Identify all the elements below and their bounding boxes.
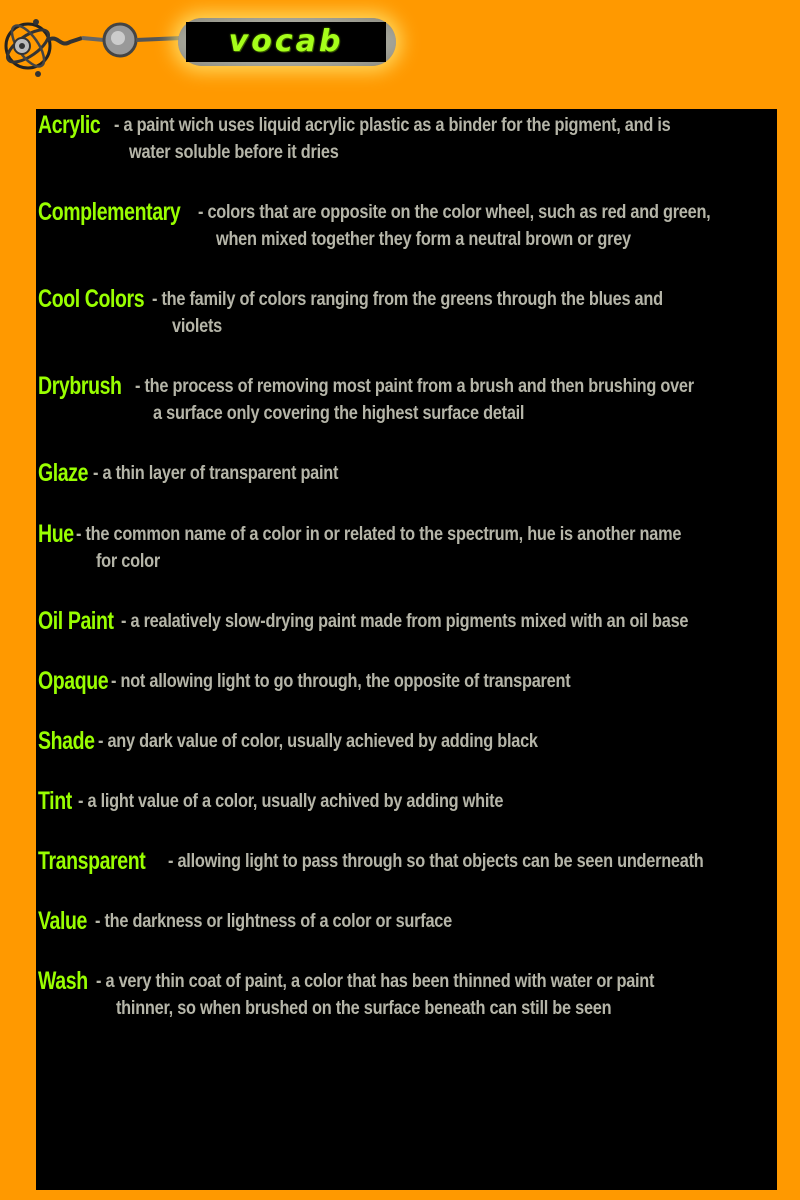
vocab-term: Wash bbox=[38, 967, 88, 995]
vocab-term: Glaze bbox=[38, 459, 89, 487]
vocab-separator: - bbox=[76, 524, 86, 545]
vocab-entry-transparent bbox=[38, 848, 773, 875]
vocab-definition: a thin layer of transparent paint bbox=[102, 463, 339, 484]
vocab-separator: - bbox=[96, 971, 106, 992]
vocab-definition: the common name of a color in or related to the spectrum, hue is another name bbox=[85, 524, 682, 545]
vocab-definition: not allowing light to go through, the opposite of transparent bbox=[120, 671, 571, 692]
vocab-definition-continued: violets bbox=[172, 316, 222, 337]
vocab-entry-hue bbox=[38, 520, 773, 572]
vocab-definition: any dark value of color, usually achieved by adding black bbox=[107, 731, 538, 752]
vocab-definition-continued: water soluble before it dries bbox=[129, 142, 339, 163]
vocab-separator: - bbox=[168, 851, 178, 872]
vocab-definition-continued: a surface only covering the highest surface detail bbox=[153, 403, 525, 424]
header bbox=[0, 0, 800, 100]
vocab-separator: - bbox=[98, 731, 108, 752]
vocab-term: Shade bbox=[38, 727, 95, 755]
vocab-entry-value bbox=[38, 908, 773, 935]
vocab-separator: - bbox=[152, 289, 162, 310]
vocab-entry-opaque bbox=[38, 668, 773, 695]
vocab-separator: - bbox=[93, 463, 103, 484]
vocab-entry-shade bbox=[38, 728, 773, 755]
vocab-separator: - bbox=[198, 202, 208, 223]
vocab-entry-cool-colors bbox=[38, 285, 773, 337]
vocab-separator: - bbox=[114, 115, 124, 136]
vocab-panel bbox=[36, 109, 777, 1190]
vocab-definition: a light value of a color, usually achived by adding white bbox=[87, 791, 504, 812]
vocab-definition: the process of removing most paint from a brush and then brushing over bbox=[144, 376, 694, 397]
vocab-definition: the darkness or lightness of a color or surface bbox=[104, 911, 452, 932]
vocab-definition: allowing light to pass through so that objects can be seen underneath bbox=[177, 851, 704, 872]
vocab-term: Value bbox=[38, 907, 88, 935]
vocab-term: Hue bbox=[38, 520, 74, 548]
vocab-term: Opaque bbox=[38, 667, 109, 695]
vocab-entry-acrylic bbox=[38, 111, 773, 163]
vocab-definition: colors that are opposite on the color wheel, such as red and green, bbox=[207, 202, 711, 223]
vocab-definition-continued: for color bbox=[96, 551, 160, 572]
vocab-entry-tint bbox=[38, 788, 773, 815]
vocab-entry-wash bbox=[38, 967, 773, 1019]
vocab-separator: - bbox=[78, 791, 88, 812]
vocab-term: Complementary bbox=[38, 198, 181, 226]
vocab-term: Transparent bbox=[38, 847, 146, 875]
vocab-term: Oil Paint bbox=[38, 607, 114, 635]
vocab-definition: a very thin coat of paint, a color that has been thinned with water or paint bbox=[105, 971, 655, 992]
gyroscope-logo-icon bbox=[3, 19, 54, 77]
vocab-definition: the family of colors ranging from the greens through the blues and bbox=[161, 289, 663, 310]
vocab-term: Acrylic bbox=[38, 111, 101, 139]
vocab-definition-continued: thinner, so when brushed on the surface beneath can still be seen bbox=[116, 998, 612, 1019]
vocab-entry-complementary bbox=[38, 198, 773, 250]
vocab-term: Drybrush bbox=[38, 372, 122, 400]
vocab-separator: - bbox=[135, 376, 145, 397]
vocab-separator: - bbox=[111, 671, 121, 692]
vocab-badge bbox=[186, 22, 386, 62]
vocab-entry-drybrush bbox=[38, 372, 773, 424]
vocab-separator: - bbox=[121, 611, 131, 632]
vocab-entry-oil-paint bbox=[38, 608, 773, 635]
vocab-term: Tint bbox=[38, 787, 72, 815]
vocab-separator: - bbox=[95, 911, 105, 932]
orb-icon bbox=[104, 24, 136, 56]
vocab-definition-continued: when mixed together they form a neutral brown or grey bbox=[216, 229, 631, 250]
vocab-title: vocab bbox=[228, 24, 344, 59]
vocab-entry-glaze bbox=[38, 460, 773, 487]
vocab-term: Cool Colors bbox=[38, 285, 145, 313]
vocab-definition: a realatively slow-drying paint made from pigments mixed with an oil base bbox=[130, 611, 689, 632]
vocab-definition: a paint wich uses liquid acrylic plastic as a binder for the pigment, and is bbox=[123, 115, 671, 136]
